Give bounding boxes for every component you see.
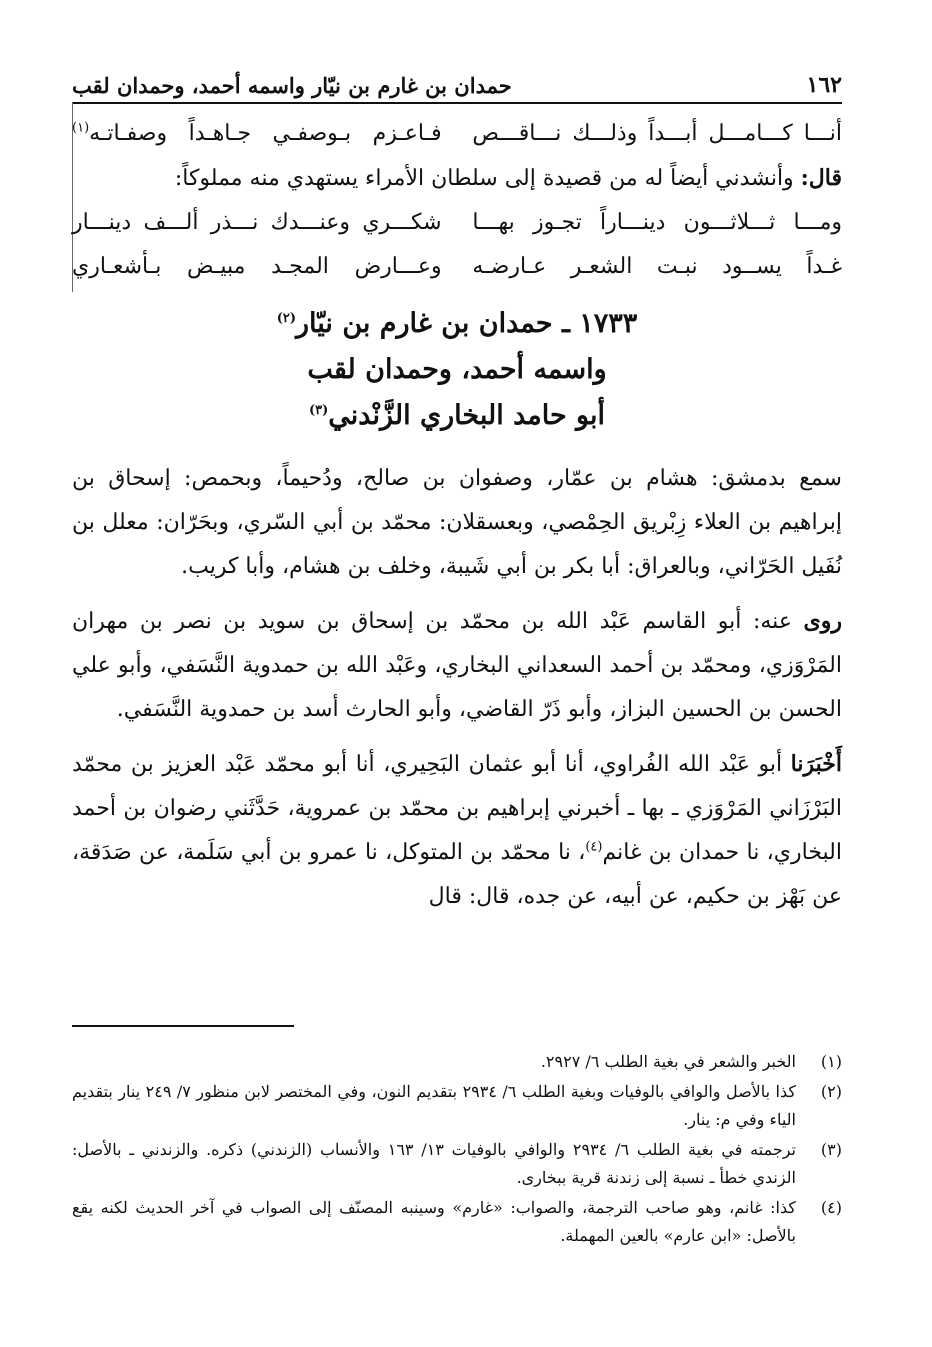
verse-line [72,112,842,156]
verse-hemistich-right: ومـــا ثـــلاثـــون دينـــاراً تجـوز بهـــا [472,210,842,235]
entry-title-line3: أبو حامد البخاري الزَّنْدني$^{(٣)}$ [308,400,606,431]
footnote-text: كذا: غانم، وهو صاحب الترجمة، والصواب: «غارم» وسينبه المصنّف إلى الصواب في آخر الحديث لكنه يقع بالأصل: «ابن عارم» بالعين المهملة. [72,1198,796,1245]
akhbarana-lead: أَخْبَرَنا [790,751,842,777]
verse-line [72,201,842,245]
footnote [72,1194,842,1250]
verse-hemistich-right: أنـــا كـــامـــل أبـــداً وذلـــك نـــاقـــص [472,121,842,146]
paragraph-akhbarana: أَخْبَرَنا أبو عَبْد الله الفُراوي، أنا أبو عثمان البَحِيري، أنا أبو محمّد عَبْد العزيز بن محمّد البَرْزَاني المَرْوَزي ـ بها ـ أخبرني إبراهيم بن محمّد بن عمروية، حَدَّثَني رضوان بن أحمد البخاري، نا حمدان بن غانم$^{(٤)}$، نا محمّد بن المتوكل، نا عمرو بن أبي سَلَمة، عن صَدَقة، عن بَهْز بن حكيم، عن أبيه، عن جده، قال: قال [72,751,842,909]
rawa-lead: روى [803,608,842,634]
footnote-rule [72,1025,294,1027]
book-page [72,40,842,1310]
verse-line [72,245,842,289]
entry-title-line2: واسمه أحمد، وحمدان لقب [307,354,607,385]
running-title: حمدان بن غارم بن نيّار واسمه أحمد، وحمدان لقب [72,73,512,98]
running-header [72,58,842,98]
footnote-number: (١) [820,1052,842,1071]
footnote-text: ترجمته في بغية الطلب ٦/ ٢٩٣٤ والوافي بالوفيات ١٣/ ١٦٣ والأنساب (الزندني) ذكره. والزندني ـ بالأصل: الزندي خطأ ـ نسبة إلى زندنة قرية ببخارى. [72,1140,797,1187]
footnote [72,1048,842,1076]
verse-hemistich-left: شكـــري وعنـــدك نـــذر ألـــف دينـــار [72,210,442,235]
verse-hemistich-left: وعـــارض المجـد مبيـض بـأشعـاري [72,254,442,279]
entry-body [72,457,842,919]
qal-lead: قال: [800,165,842,191]
header-rule [72,102,842,104]
footnote-text: كذا بالأصل والوافي بالوفيات وبغية الطلب ٦/ ٢٩٣٤ بتقديم النون، وفي المختصر لابن منظور ٧/ ٢٤٩ ينار بتقديم الياء وفي م: ينار. [72,1082,797,1129]
paragraph-sami: سمع بدمشق: هشام بن عمّار، وصفوان بن صالح، ودُحيماً، وبحمص: إسحاق بن إبراهيم بن العلاء زِبْريق الحِمْصي، وبعسقلان: محمّد بن أبي السّري، وبحَرّان: معلل بن نُفَيل الحَرّاني، وبالعراق: أبا بكر بن أبي شَيبة، وخلف بن هشام، وأبا كريب. [72,466,842,579]
qal-line: قال: وأنشدني أيضاً له من قصيدة إلى سلطان الأمراء يستهدي منه مملوكاً: [174,165,842,191]
page-number: ١٦٢ [806,72,842,98]
footnote-ref: (٣) [308,403,329,418]
footnote-number: (٣) [820,1140,842,1159]
footnote-text: الخبر والشعر في بغية الطلب ٦/ ٢٩٢٧. [540,1052,796,1071]
footnote [72,1136,842,1192]
footnote-ref: (٢) [276,311,296,326]
verse-hemistich-right: غـداً يســود نبـت الشعـر عـارضـه [472,254,842,279]
paragraph-rawa: روى عنه: أبو القاسم عَبْد الله بن محمّد بن إسحاق بن سويد بن نصر بن مهران المَرْوَزي، ومحمّد بن أحمد السعداني البخاري، وعَبْد الله بن حمدوية النَّسَفي، وأبو علي الحسن بن الحسين البزاز، وأبو ذَرّ القاضي، وأبو الحارث أسد بن حمدوية النَّسَفي. [72,608,842,722]
footnote-ref: (١) [72,120,90,136]
footnotes [72,1048,842,1252]
verse-hemistich-left: فـاعـزم بـوصفـي جـاهـداً وصفـاتـه$^{(١)}$ [72,120,442,146]
footnote [72,1078,842,1134]
footnote-ref: (٤) [585,839,603,855]
footnote-number: (٢) [820,1082,842,1101]
page-content [72,112,842,929]
entry-title-line1: ١٧٣٣ ـ حمدان بن غارم بن نيّار$^{(٢)}$ [276,308,638,339]
footnote-number: (٤) [820,1198,842,1217]
